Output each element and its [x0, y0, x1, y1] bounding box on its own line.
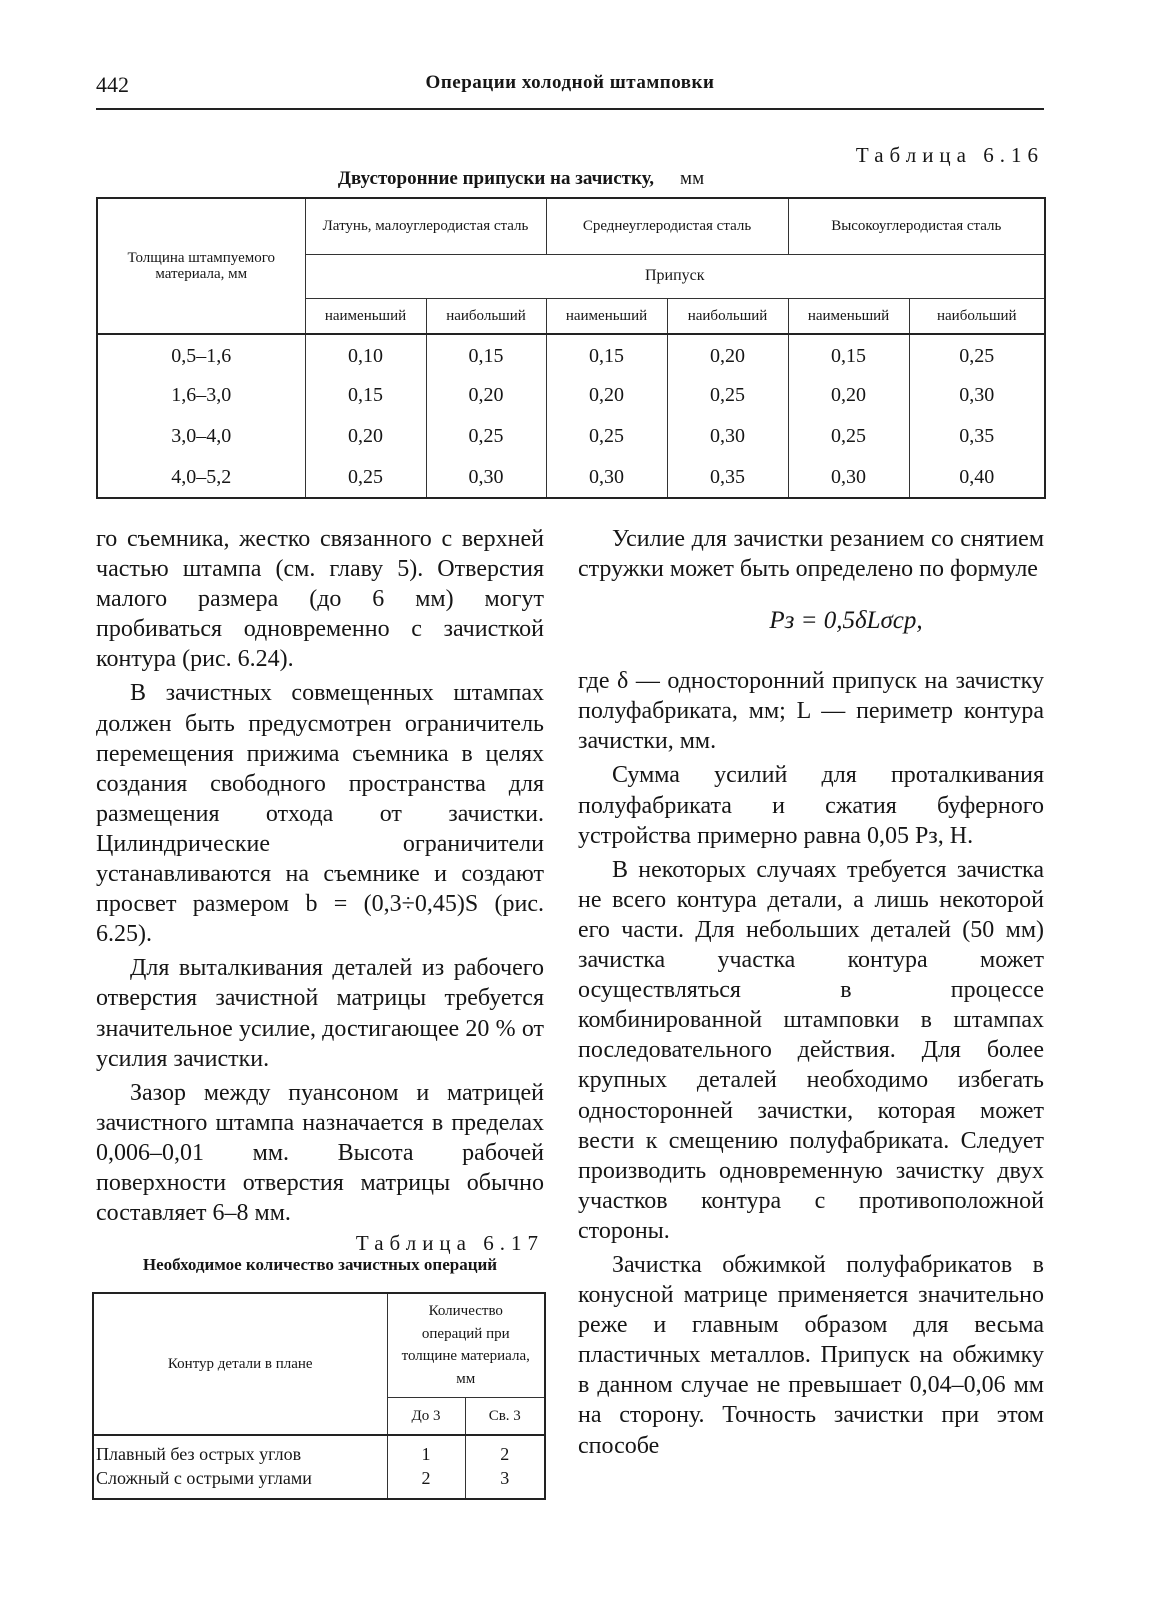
- table-6-16-title-text: Двусторонние припуски на зачистку,: [337, 168, 655, 189]
- table-6-16-title: [96, 168, 946, 190]
- header-min: наименьший: [546, 298, 667, 334]
- cell-value: 2: [465, 1435, 545, 1466]
- cell-value: 1: [387, 1435, 465, 1466]
- cell-value: 0,15: [426, 334, 546, 375]
- header-min: наименьший: [305, 298, 426, 334]
- cell-value: 0,30: [546, 457, 667, 498]
- cell-value: 0,25: [667, 375, 788, 416]
- header-max: наибольший: [667, 298, 788, 334]
- header-contour: Контур детали в плане: [93, 1293, 387, 1435]
- formula: Pз = 0,5δLσср,: [769, 607, 923, 635]
- cell-value: 0,40: [909, 457, 1045, 498]
- cell-value: 0,35: [667, 457, 788, 498]
- cell-value: 0,15: [546, 334, 667, 375]
- cell-thickness: 3,0–4,0: [171, 425, 232, 447]
- cell-value: 0,15: [305, 375, 426, 416]
- cell-value: 0,20: [788, 375, 909, 416]
- cell-value: 0,15: [788, 334, 909, 375]
- cell-value: 0,20: [667, 334, 788, 375]
- paragraph: Зачистка обжимкой полуфабрикатов в конусной матрице применяется значительно реже и главным образом для весьма пластичных металлов. Припуск на обжимку в данном случае не превышает 0,04–0,06 мм на сторону. Точность зачистки при этом способе: [578, 1251, 1044, 1459]
- table-6-17-title: Необходимое количество зачистных операций: [142, 1255, 498, 1274]
- cell-thickness: 1,6–3,0: [171, 384, 232, 406]
- cell-value: 0,10: [305, 334, 426, 375]
- paragraph: Для выталкивания деталей из рабочего отверстия зачистной матрицы требуется значительное усилие, достигающее 20 % от усилия зачистки.: [96, 955, 544, 1072]
- cell-value: 0,35: [909, 416, 1045, 457]
- cell-value: 0,25: [909, 334, 1045, 375]
- header-count: Количество операций при толщине материала, мм: [387, 1293, 545, 1397]
- table-6-17: [92, 1292, 546, 1500]
- table-6-16-title-unit: мм: [680, 168, 705, 189]
- header-min: наименьший: [788, 298, 909, 334]
- header-group-brass: Латунь, малоуглеродистая сталь: [305, 198, 546, 254]
- paragraph: го съемника, жестко связанного с верхней частью штампа (см. главу 5). Отверстия малого размера (до 6 мм) могут пробиваться одновременно с зачисткой контура (рис. 6.24).: [96, 526, 544, 673]
- page-header: [96, 72, 1044, 110]
- paragraph: Усилие для зачистки резанием со снятием стружки может быть определено по формуле: [578, 526, 1044, 583]
- paragraph: Сумма усилий для проталкивания полуфабриката и сжатия буферного устройства примерно равна 0,05 Pз, Н.: [578, 762, 1044, 849]
- cell-value: 0,30: [909, 375, 1045, 416]
- cell-contour: Плавный без острых углов: [96, 1443, 302, 1464]
- cell-value: 0,30: [788, 457, 909, 498]
- table-row: [97, 457, 1045, 498]
- running-title: Операции холодной штамповки: [425, 72, 715, 93]
- table-row: [97, 416, 1045, 457]
- cell-value: 0,20: [546, 375, 667, 416]
- table-row: [97, 334, 1045, 375]
- header-thickness: Толщина штампуемого материала, мм: [97, 198, 305, 334]
- header-upto-3: До 3: [387, 1397, 465, 1435]
- right-column: [578, 524, 1044, 1461]
- left-column: [96, 524, 544, 1228]
- cell-value: 0,20: [426, 375, 546, 416]
- page-number: 442: [96, 72, 129, 97]
- cell-contour: Сложный с острыми углами: [96, 1467, 312, 1488]
- paragraph: где δ — односторонний припуск на зачистку полуфабриката, мм; L — периметр контура зачистки, мм.: [578, 668, 1044, 755]
- header-group-medium-carbon: Среднеуглеродистая сталь: [546, 198, 788, 254]
- cell-value: 0,25: [426, 416, 546, 457]
- table-6-17-label: Таблица 6.17: [355, 1231, 544, 1255]
- cell-value: 0,25: [546, 416, 667, 457]
- header-over-3: Св. 3: [465, 1397, 545, 1435]
- cell-value: 2: [387, 1466, 465, 1499]
- cell-value: 0,25: [788, 416, 909, 457]
- table-6-16: [96, 197, 1046, 499]
- table-row: [93, 1435, 545, 1466]
- cell-value: 0,30: [667, 416, 788, 457]
- cell-value: 0,30: [426, 457, 546, 498]
- paragraph: В зачистных совмещенных штампах должен быть предусмотрен ограничитель перемещения прижима съемника в целях создания свободного пространства для размещения отхода от зачистки. Цилиндрические ограничители устанавливаются на съемнике и создают просвет размером b = (0,3÷0,45)S (рис. 6.25).: [96, 680, 544, 948]
- header-allowance: Припуск: [305, 254, 1045, 298]
- cell-value: 0,25: [305, 457, 426, 498]
- cell-value: 0,20: [305, 416, 426, 457]
- cell-value: 3: [465, 1466, 545, 1499]
- table-6-16-label: Таблица 6.16: [855, 143, 1044, 167]
- paragraph: В некоторых случаях требуется зачистка не всего контура детали, а лишь некоторой его части. Для небольших деталей (50 мм) зачистка участка контура может осуществляться в процессе комбинированной штамповки в штампах последовательного действия. Для более крупных деталей необходимо избегать односторонней зачистки, которая может вести к смещению полуфабриката. Следует производить одновременную зачистку двух участков контура с противоположной стороны.: [578, 856, 1044, 1244]
- header-max: наибольший: [909, 298, 1045, 334]
- table-row: [93, 1466, 545, 1499]
- header-group-high-carbon: Высокоуглеродистая сталь: [788, 198, 1045, 254]
- table-row: [97, 375, 1045, 416]
- paragraph: Зазор между пуансоном и матрицей зачистного штампа назначается в пределах 0,006–0,01 мм. Высота рабочей поверхности отверстия матрицы обычно составляет 6–8 мм.: [96, 1079, 544, 1227]
- header-max: наибольший: [426, 298, 546, 334]
- cell-thickness: 4,0–5,2: [171, 465, 232, 488]
- cell-thickness: 0,5–1,6: [171, 345, 232, 367]
